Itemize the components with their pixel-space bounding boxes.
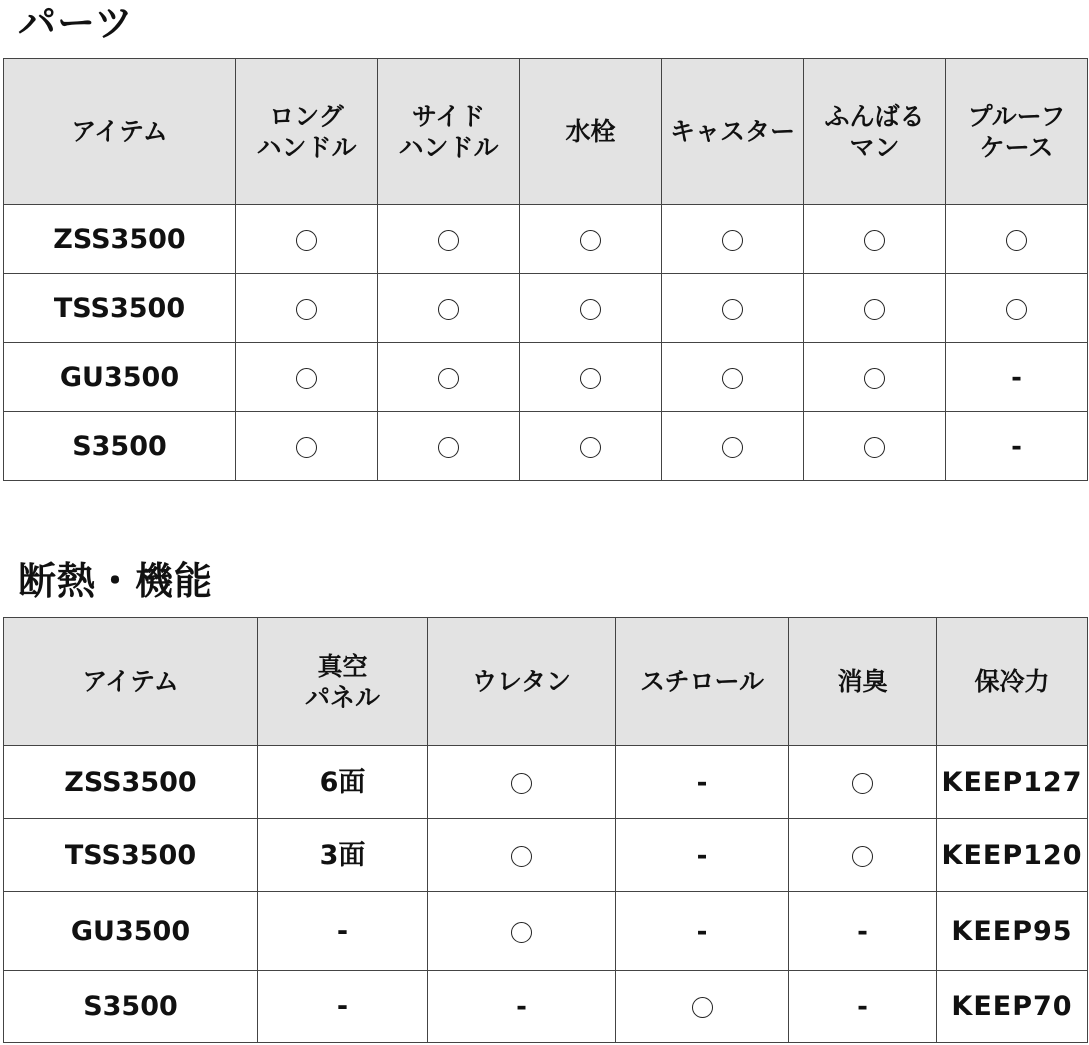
availability-mark: - — [1011, 362, 1022, 393]
table-cell — [946, 412, 1088, 481]
table-cell — [789, 819, 937, 892]
table-row — [4, 343, 1088, 412]
circle-icon — [864, 299, 885, 320]
circle-icon — [722, 230, 743, 251]
cooling-power-value: KEEP127 — [937, 746, 1088, 819]
vacuum-panel-value: - — [258, 971, 428, 1043]
cooling-power-value: KEEP95 — [937, 892, 1088, 971]
vacuum-panel-value: - — [258, 892, 428, 971]
table-cell — [662, 274, 804, 343]
table-cell — [804, 274, 946, 343]
table-cell — [616, 971, 789, 1043]
table-cell — [236, 274, 378, 343]
item-name: ZSS3500 — [4, 746, 258, 819]
availability-mark: - — [857, 916, 868, 947]
circle-icon — [722, 368, 743, 389]
table-cell — [428, 819, 616, 892]
table-cell — [804, 205, 946, 274]
table-cell — [662, 205, 804, 274]
insulation-header-item: アイテム — [4, 618, 258, 746]
insulation-section-title: 断熱・機能 — [18, 559, 214, 603]
availability-mark: - — [696, 916, 708, 947]
table-cell — [378, 412, 520, 481]
availability-mark: - — [1011, 431, 1022, 462]
table-cell — [789, 971, 937, 1043]
circle-icon — [864, 230, 885, 251]
parts-table — [3, 58, 1088, 481]
table-cell — [428, 746, 616, 819]
availability-mark: - — [516, 992, 527, 1022]
circle-icon — [692, 997, 713, 1018]
availability-mark: - — [857, 992, 868, 1022]
table-cell — [662, 412, 804, 481]
circle-icon — [1006, 299, 1027, 320]
table-row — [4, 971, 1088, 1043]
circle-icon — [864, 437, 885, 458]
table-cell — [946, 343, 1088, 412]
table-row — [4, 819, 1088, 892]
table-row — [4, 746, 1088, 819]
table-row — [4, 892, 1088, 971]
table-cell — [789, 892, 937, 971]
insulation-header-deodorant: 消臭 — [789, 618, 937, 746]
circle-icon — [511, 846, 532, 867]
vacuum-panel-value: 6面 — [258, 746, 428, 819]
circle-icon — [852, 773, 873, 794]
parts-header-proof-case: プルーフ ケース — [946, 59, 1088, 205]
table-cell — [616, 892, 789, 971]
insulation-header-styrofoam: スチロール — [616, 618, 789, 746]
table-cell — [804, 412, 946, 481]
circle-icon — [864, 368, 885, 389]
circle-icon — [722, 299, 743, 320]
item-name: TSS3500 — [4, 274, 236, 343]
circle-icon — [296, 437, 317, 458]
table-cell — [804, 343, 946, 412]
circle-icon — [438, 368, 459, 389]
circle-icon — [580, 368, 601, 389]
table-cell — [236, 343, 378, 412]
item-name: ZSS3500 — [4, 205, 236, 274]
table-row — [4, 274, 1088, 343]
parts-section-title: パーツ — [18, 1, 134, 45]
insulation-header-urethane: ウレタン — [428, 618, 616, 746]
availability-mark: - — [696, 767, 708, 798]
circle-icon — [1006, 230, 1027, 251]
circle-icon — [296, 299, 317, 320]
parts-header-funbaru-man: ふんばる マン — [804, 59, 946, 205]
parts-header-caster: キャスター — [662, 59, 804, 205]
table-cell — [378, 343, 520, 412]
availability-mark: - — [696, 840, 708, 871]
table-row — [4, 412, 1088, 481]
table-cell — [520, 412, 662, 481]
table-cell — [378, 205, 520, 274]
circle-icon — [511, 922, 532, 943]
item-name: S3500 — [4, 412, 236, 481]
item-name: GU3500 — [4, 343, 236, 412]
table-cell — [616, 746, 789, 819]
table-cell — [520, 205, 662, 274]
table-cell — [520, 274, 662, 343]
parts-header-long-handle: ロング ハンドル — [236, 59, 378, 205]
circle-icon — [722, 437, 743, 458]
table-cell — [520, 343, 662, 412]
circle-icon — [438, 230, 459, 251]
parts-header-faucet: 水栓 — [520, 59, 662, 205]
circle-icon — [580, 230, 601, 251]
vacuum-panel-value: 3面 — [258, 819, 428, 892]
insulation-header-cooling-power: 保冷力 — [937, 618, 1088, 746]
insulation-header-vacuum-panel: 真空 パネル — [258, 618, 428, 746]
table-cell — [428, 892, 616, 971]
table-cell — [236, 412, 378, 481]
insulation-table — [3, 617, 1088, 1043]
table-cell — [616, 819, 789, 892]
circle-icon — [511, 773, 532, 794]
item-name: TSS3500 — [4, 819, 258, 892]
circle-icon — [296, 368, 317, 389]
circle-icon — [438, 299, 459, 320]
table-row — [4, 205, 1088, 274]
parts-header-item: アイテム — [4, 59, 236, 205]
table-cell — [946, 205, 1088, 274]
circle-icon — [580, 299, 601, 320]
item-name: GU3500 — [4, 892, 258, 971]
table-cell — [428, 971, 616, 1043]
item-name: S3500 — [4, 971, 258, 1043]
table-cell — [946, 274, 1088, 343]
table-cell — [236, 205, 378, 274]
table-cell — [662, 343, 804, 412]
circle-icon — [438, 437, 459, 458]
insulation-header-row — [4, 618, 1088, 746]
circle-icon — [852, 846, 873, 867]
parts-header-side-handle: サイド ハンドル — [378, 59, 520, 205]
cooling-power-value: KEEP70 — [937, 971, 1088, 1043]
parts-header-row — [4, 59, 1088, 205]
cooling-power-value: KEEP120 — [937, 819, 1088, 892]
circle-icon — [580, 437, 601, 458]
circle-icon — [296, 230, 317, 251]
table-cell — [789, 746, 937, 819]
table-cell — [378, 274, 520, 343]
